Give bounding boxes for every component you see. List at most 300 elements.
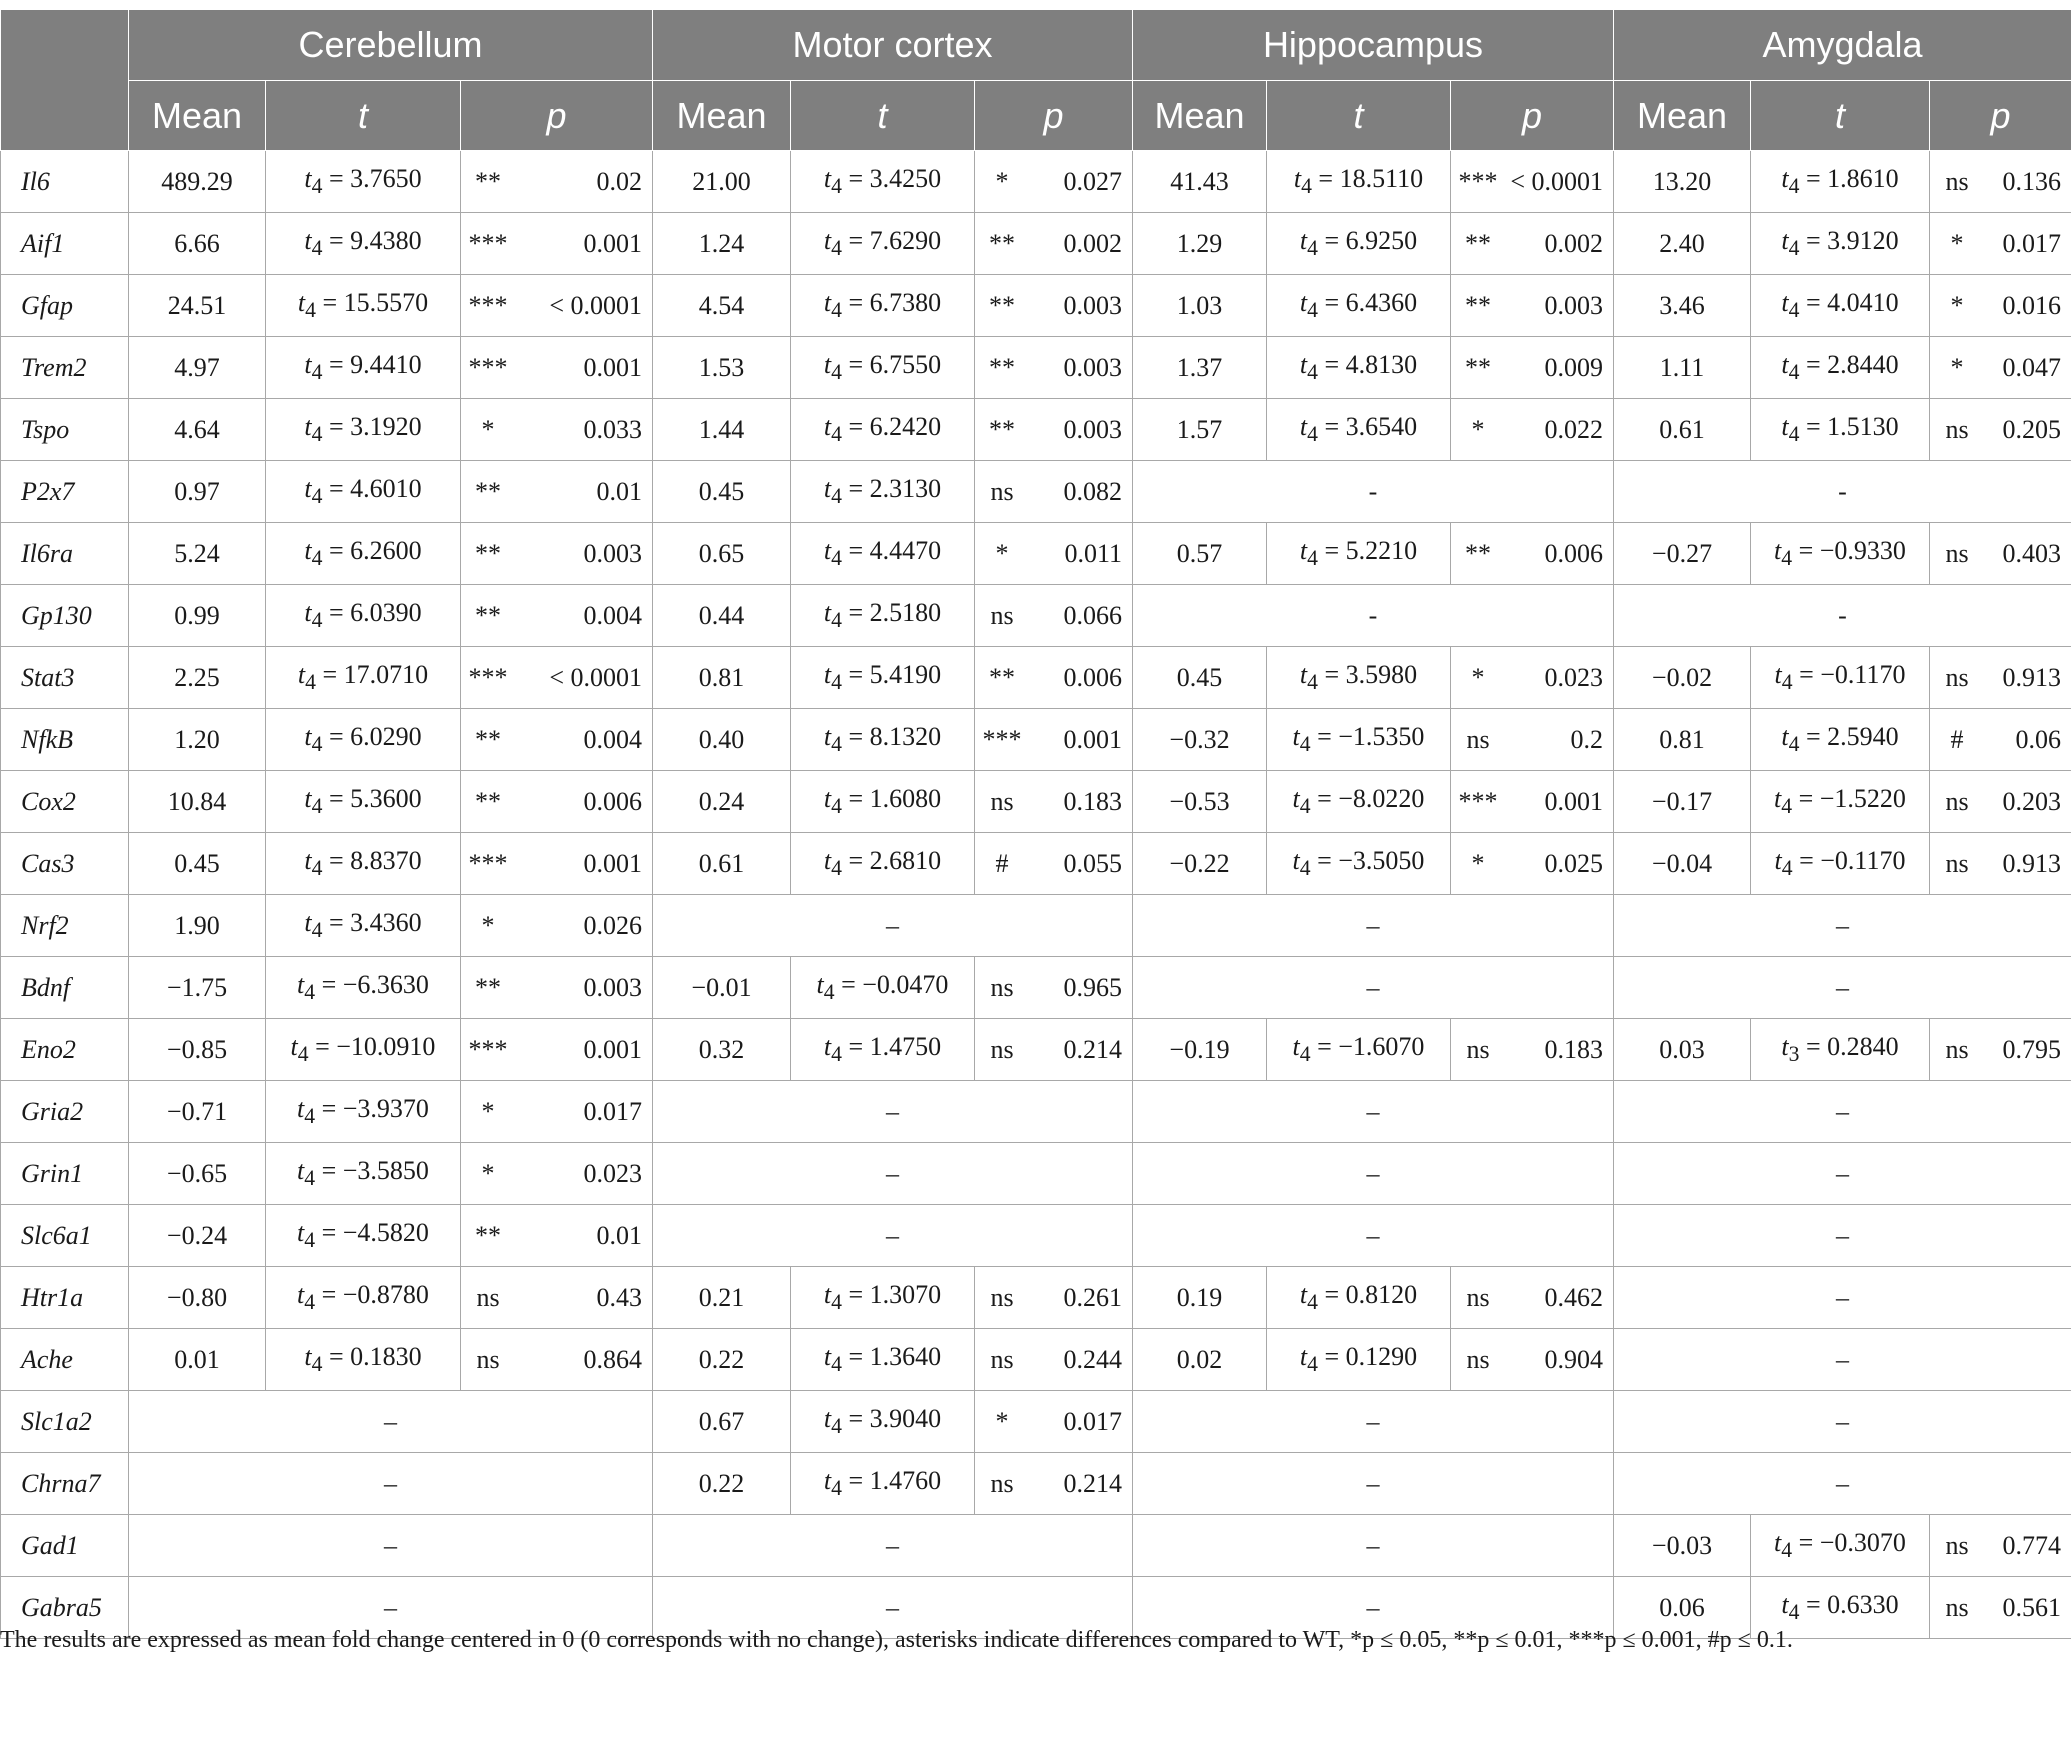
p-value: 0.006 — [1063, 662, 1122, 692]
p-value: 0.001 — [583, 848, 642, 878]
p-value-cell — [461, 585, 653, 647]
empty-cell: – — [653, 1515, 1133, 1577]
p-value-cell — [975, 647, 1133, 709]
significance-marker: ns — [1945, 1592, 1969, 1622]
significance-marker: *** — [468, 290, 508, 320]
table-row — [1, 895, 2071, 957]
table-row — [1, 213, 2071, 275]
mean-cell: 1.03 — [1133, 275, 1267, 337]
empty-cell: – — [1614, 1081, 2071, 1143]
t-statistic-cell: $t_4 = -8.0220$ — [1267, 771, 1451, 833]
table-row — [1, 1143, 2071, 1205]
p-value: 0.003 — [583, 972, 642, 1002]
gene-header — [1, 10, 129, 151]
empty-cell: - — [1133, 461, 1614, 523]
significance-marker: ** — [475, 166, 501, 196]
significance-marker: * — [1950, 352, 1964, 382]
p-value-cell — [975, 151, 1133, 213]
p-value: 0.01 — [596, 1220, 642, 1250]
t-statistic-cell: $t_4 = -3.5850$ — [266, 1143, 461, 1205]
mean-cell: 0.45 — [1133, 647, 1267, 709]
p-value: 0.205 — [2002, 414, 2062, 444]
gene-name: Tspo — [1, 399, 129, 461]
mean-cell: 21.00 — [653, 151, 791, 213]
p-value: 0.009 — [1544, 352, 1603, 382]
p-value: 0.027 — [1063, 166, 1122, 196]
table-row — [1, 337, 2071, 399]
significance-marker: ns — [990, 600, 1014, 630]
t-statistic-cell: $t_4 = 4.0410$ — [1751, 275, 1930, 337]
p-value: 0.001 — [583, 228, 642, 258]
p-value: 0.033 — [583, 414, 642, 444]
p-value-cell — [461, 1081, 653, 1143]
region-header-hippocampus: Hippocampus — [1133, 10, 1614, 81]
p-value-cell — [1451, 709, 1614, 771]
p-value-cell — [975, 1329, 1133, 1391]
p-value-cell — [461, 337, 653, 399]
t-statistic-cell: $t_4 = -3.5050$ — [1267, 833, 1451, 895]
mean-cell: −0.32 — [1133, 709, 1267, 771]
gene-name: Gad1 — [1, 1515, 129, 1577]
t-statistic-cell: $t_4 = 1.6080$ — [791, 771, 975, 833]
gene-name: NfkB — [1, 709, 129, 771]
mean-cell: 0.03 — [1614, 1019, 1751, 1081]
mean-cell: 0.06 — [1614, 1577, 1751, 1639]
t-statistic-cell: $t_4 = 3.9040$ — [791, 1391, 975, 1453]
empty-cell: - — [1614, 461, 2071, 523]
empty-cell: – — [653, 1143, 1133, 1205]
table-row — [1, 461, 2071, 523]
significance-marker: ns — [1945, 1034, 1969, 1064]
empty-cell: – — [1614, 895, 2071, 957]
significance-marker: ** — [475, 786, 501, 816]
p-value: 0.403 — [2002, 538, 2062, 568]
significance-marker: * — [1471, 848, 1485, 878]
p-value: 0.002 — [1544, 228, 1603, 258]
table-row — [1, 1453, 2071, 1515]
significance-marker: ns — [990, 1282, 1014, 1312]
t-statistic-cell: $t_4 = 3.9120$ — [1751, 213, 1930, 275]
p-value-cell — [461, 1329, 653, 1391]
significance-marker: ns — [1466, 724, 1490, 754]
mean-header: Mean — [129, 81, 266, 151]
p-value: 0.003 — [1063, 290, 1122, 320]
p-value-cell — [1451, 151, 1614, 213]
p-value-cell — [461, 647, 653, 709]
p-value: 0.017 — [583, 1096, 642, 1126]
mean-cell: 0.97 — [129, 461, 266, 523]
mean-cell: 24.51 — [129, 275, 266, 337]
t-statistic-cell: $t_4 = 4.6010$ — [266, 461, 461, 523]
p-value: 0.001 — [1544, 786, 1603, 816]
t-statistic-cell: $t_4 = -10.0910$ — [266, 1019, 461, 1081]
mean-cell: −1.75 — [129, 957, 266, 1019]
t-statistic-cell: $t_4 = -0.3070$ — [1751, 1515, 1930, 1577]
mean-cell: 0.81 — [653, 647, 791, 709]
p-value-cell — [461, 1205, 653, 1267]
significance-marker: ns — [1945, 1530, 1969, 1560]
t-statistic-cell: $t_4 = 0.1830$ — [266, 1329, 461, 1391]
p-value: 0.01 — [596, 476, 642, 506]
table-row — [1, 151, 2071, 213]
gene-name: Il6 — [1, 151, 129, 213]
empty-cell: – — [1133, 1453, 1614, 1515]
region-header-motor-cortex: Motor cortex — [653, 10, 1133, 81]
mean-cell: 13.20 — [1614, 151, 1751, 213]
empty-cell: – — [1614, 957, 2071, 1019]
p-value-cell — [1451, 275, 1614, 337]
t-statistic-cell: $t_4 = 6.7380$ — [791, 275, 975, 337]
p-value-cell — [975, 709, 1133, 771]
p-value-cell — [1451, 213, 1614, 275]
p-value: 0.913 — [2002, 848, 2062, 878]
p-value: 0.02 — [596, 166, 642, 196]
p-value-cell — [1930, 337, 2071, 399]
p-value-cell — [461, 151, 653, 213]
p-value-cell — [975, 771, 1133, 833]
mean-header: Mean — [1614, 81, 1751, 151]
p-value-cell — [1930, 771, 2071, 833]
empty-cell: – — [1614, 1391, 2071, 1453]
table-row — [1, 1391, 2071, 1453]
significance-marker: * — [1471, 414, 1485, 444]
p-value-cell — [461, 523, 653, 585]
mean-cell: 4.97 — [129, 337, 266, 399]
significance-marker: ** — [989, 290, 1015, 320]
p-value: 0.055 — [1063, 848, 1122, 878]
p-value-cell — [975, 213, 1133, 275]
p-value: 0.082 — [1063, 476, 1122, 506]
p-value-cell — [1451, 647, 1614, 709]
p-value: 0.004 — [583, 600, 642, 630]
p-value: 0.183 — [1544, 1034, 1603, 1064]
p-value-cell — [975, 957, 1133, 1019]
t-statistic-cell: $t_4 = 3.6540$ — [1267, 399, 1451, 461]
empty-cell: – — [653, 1577, 1133, 1639]
mean-cell: −0.85 — [129, 1019, 266, 1081]
empty-cell: – — [1133, 1577, 1614, 1639]
t-header: t — [791, 81, 975, 151]
significance-marker: ns — [1945, 662, 1969, 692]
mean-cell: 1.53 — [653, 337, 791, 399]
significance-marker: * — [1471, 662, 1485, 692]
p-value-cell — [975, 1019, 1133, 1081]
p-value: 0.214 — [1063, 1034, 1122, 1064]
t-statistic-cell: $t_4 = -0.1170$ — [1751, 647, 1930, 709]
gene-name: Slc1a2 — [1, 1391, 129, 1453]
significance-marker: ns — [476, 1282, 500, 1312]
empty-cell: – — [1133, 895, 1614, 957]
p-value-cell — [1451, 771, 1614, 833]
p-value: 0.017 — [1063, 1406, 1122, 1436]
significance-marker: ns — [1466, 1282, 1490, 1312]
p-value: 0.136 — [2002, 166, 2062, 196]
t-statistic-cell: $t_4 = -6.3630$ — [266, 957, 461, 1019]
mean-header: Mean — [653, 81, 791, 151]
significance-marker: *** — [468, 352, 508, 382]
t-statistic-cell: $t_4 = 5.3600$ — [266, 771, 461, 833]
mean-cell: 0.02 — [1133, 1329, 1267, 1391]
gene-name: Chrna7 — [1, 1453, 129, 1515]
p-value-cell — [461, 895, 653, 957]
t-statistic-cell: $t_4 = 8.1320$ — [791, 709, 975, 771]
mean-cell: −0.03 — [1614, 1515, 1751, 1577]
gene-name: Gp130 — [1, 585, 129, 647]
t-header: t — [1751, 81, 1930, 151]
significance-marker: ** — [989, 662, 1015, 692]
significance-marker: *** — [1458, 166, 1498, 196]
t-statistic-cell: $t_4 = -0.0470$ — [791, 957, 975, 1019]
significance-marker: *** — [982, 724, 1022, 754]
table-row — [1, 1267, 2071, 1329]
significance-marker: * — [995, 1406, 1009, 1436]
mean-cell: 0.67 — [653, 1391, 791, 1453]
p-value: 0.004 — [583, 724, 642, 754]
significance-marker: * — [481, 910, 495, 940]
t-statistic-cell: $t_4 = 2.5180$ — [791, 585, 975, 647]
t-statistic-cell: $t_4 = 1.3070$ — [791, 1267, 975, 1329]
empty-cell: – — [129, 1391, 653, 1453]
mean-cell: 1.90 — [129, 895, 266, 957]
p-value-cell — [461, 461, 653, 523]
p-value: < 0.0001 — [549, 662, 642, 692]
significance-marker: ** — [475, 538, 501, 568]
p-value: 0.047 — [2002, 352, 2062, 382]
t-statistic-cell: $t_4 = 6.0390$ — [266, 585, 461, 647]
t-statistic-cell: $t_4 = 8.8370$ — [266, 833, 461, 895]
significance-marker: *** — [1458, 786, 1498, 816]
p-value: 0.214 — [1063, 1468, 1122, 1498]
t-statistic-cell: $t_4 = 15.5570$ — [266, 275, 461, 337]
mean-cell: 10.84 — [129, 771, 266, 833]
gene-name: Nrf2 — [1, 895, 129, 957]
p-value-cell — [1930, 399, 2071, 461]
p-value-cell — [1930, 709, 2071, 771]
significance-marker: *** — [468, 662, 508, 692]
gene-name: Gfap — [1, 275, 129, 337]
significance-marker: * — [995, 538, 1009, 568]
mean-cell: 1.20 — [129, 709, 266, 771]
t-statistic-cell: $t_4 = 3.4360$ — [266, 895, 461, 957]
mean-cell: 0.01 — [129, 1329, 266, 1391]
p-value: 0.244 — [1063, 1344, 1122, 1374]
p-value-cell — [461, 399, 653, 461]
mean-cell: 6.66 — [129, 213, 266, 275]
p-value: 0.016 — [2002, 290, 2062, 320]
mean-cell: −0.02 — [1614, 647, 1751, 709]
table-row — [1, 1515, 2071, 1577]
mean-cell: 2.40 — [1614, 213, 1751, 275]
table-footnote: The results are expressed as mean fold change centered in 0 (0 corresponds with no change), asterisks indicate differences compared to WT, *p ≤ 0.05, **p ≤ 0.01, ***p ≤ 0.001, #p ≤ 0.1. — [0, 1627, 1793, 1653]
empty-cell: – — [129, 1453, 653, 1515]
mean-cell: −0.71 — [129, 1081, 266, 1143]
p-value: 0.774 — [2002, 1530, 2062, 1560]
table-body — [1, 151, 2071, 1639]
t-statistic-cell: $t_4 = 2.5940$ — [1751, 709, 1930, 771]
table-row — [1, 771, 2071, 833]
p-value: 0.001 — [583, 352, 642, 382]
p-value: 0.203 — [2002, 786, 2062, 816]
significance-marker: ns — [990, 786, 1014, 816]
significance-marker: ns — [990, 972, 1014, 1002]
table-row — [1, 585, 2071, 647]
p-value: 0.06 — [2015, 724, 2062, 754]
p-value-cell — [975, 585, 1133, 647]
empty-cell: - — [1133, 585, 1614, 647]
t-statistic-cell: $t_4 = 17.0710$ — [266, 647, 461, 709]
p-value: 0.864 — [583, 1344, 642, 1374]
region-header-cerebellum: Cerebellum — [129, 10, 653, 81]
p-value: 0.006 — [583, 786, 642, 816]
p-value: < 0.0001 — [549, 290, 642, 320]
p-value-cell — [461, 709, 653, 771]
p-header: p — [975, 81, 1133, 151]
t-statistic-cell: $t_4 = -0.8780$ — [266, 1267, 461, 1329]
significance-marker: ns — [990, 1034, 1014, 1064]
t-statistic-cell: $t_4 = 3.4250$ — [791, 151, 975, 213]
t-statistic-cell: $t_4 = 5.4190$ — [791, 647, 975, 709]
empty-cell: – — [1133, 1143, 1614, 1205]
p-value-cell — [1930, 151, 2071, 213]
table-row — [1, 1329, 2071, 1391]
table-row — [1, 275, 2071, 337]
significance-marker: ** — [989, 228, 1015, 258]
significance-marker: ** — [475, 600, 501, 630]
p-value-cell — [461, 957, 653, 1019]
p-value: 0.183 — [1063, 786, 1122, 816]
mean-cell: 0.45 — [129, 833, 266, 895]
p-value: 0.904 — [1544, 1344, 1603, 1374]
t-statistic-cell: $t_4 = -0.9330$ — [1751, 523, 1930, 585]
mean-cell: 1.11 — [1614, 337, 1751, 399]
p-value-cell — [461, 1143, 653, 1205]
significance-marker: ** — [475, 1220, 501, 1250]
mean-cell: −0.27 — [1614, 523, 1751, 585]
p-value-cell — [1930, 523, 2071, 585]
t-statistic-cell: $t_4 = 1.8610$ — [1751, 151, 1930, 213]
t-statistic-cell: $t_4 = 6.7550$ — [791, 337, 975, 399]
mean-cell: 0.45 — [653, 461, 791, 523]
p-value-cell — [461, 771, 653, 833]
p-value-cell — [975, 1267, 1133, 1329]
empty-cell: – — [1133, 957, 1614, 1019]
t-statistic-cell: $t_4 = 6.2600$ — [266, 523, 461, 585]
empty-cell: – — [1614, 1329, 2071, 1391]
t-statistic-cell: $t_4 = 18.5110$ — [1267, 151, 1451, 213]
significance-marker: ** — [989, 352, 1015, 382]
p-value: 0.022 — [1544, 414, 1603, 444]
p-value: 0.001 — [1063, 724, 1122, 754]
significance-marker: * — [481, 1096, 495, 1126]
table-row — [1, 399, 2071, 461]
mean-cell: −0.53 — [1133, 771, 1267, 833]
p-value: 0.965 — [1063, 972, 1122, 1002]
significance-marker: ns — [1945, 848, 1969, 878]
empty-cell: – — [129, 1515, 653, 1577]
p-value: 0.011 — [1064, 538, 1122, 568]
mean-cell: 0.19 — [1133, 1267, 1267, 1329]
significance-marker: ** — [475, 972, 501, 1002]
significance-marker: ns — [1945, 538, 1969, 568]
mean-cell: 3.46 — [1614, 275, 1751, 337]
mean-cell: 0.81 — [1614, 709, 1751, 771]
significance-marker: ns — [990, 1344, 1014, 1374]
mean-cell: −0.65 — [129, 1143, 266, 1205]
significance-marker: *** — [468, 228, 508, 258]
significance-marker: * — [1950, 290, 1964, 320]
empty-cell: – — [653, 1081, 1133, 1143]
t-statistic-cell: $t_4 = -1.5350$ — [1267, 709, 1451, 771]
mean-cell: 0.40 — [653, 709, 791, 771]
p-value-cell — [461, 1267, 653, 1329]
empty-cell: – — [1614, 1453, 2071, 1515]
significance-marker: ** — [475, 476, 501, 506]
mean-cell: 0.57 — [1133, 523, 1267, 585]
empty-cell: – — [653, 895, 1133, 957]
significance-marker: ** — [1465, 228, 1491, 258]
t-statistic-cell: $t_4 = 2.6810$ — [791, 833, 975, 895]
gene-name: Cas3 — [1, 833, 129, 895]
p-value: 0.002 — [1063, 228, 1122, 258]
mean-header: Mean — [1133, 81, 1267, 151]
mean-cell: −0.24 — [129, 1205, 266, 1267]
mean-cell: −0.01 — [653, 957, 791, 1019]
empty-cell: – — [1133, 1391, 1614, 1453]
t-statistic-cell: $t_4 = 4.4470$ — [791, 523, 975, 585]
p-value-cell — [1451, 523, 1614, 585]
p-value-cell — [975, 399, 1133, 461]
gene-name: Ache — [1, 1329, 129, 1391]
mean-cell: 0.24 — [653, 771, 791, 833]
region-header-amygdala: Amygdala — [1614, 10, 2071, 81]
significance-marker: ns — [1466, 1344, 1490, 1374]
t-statistic-cell: $t_4 = 0.6330$ — [1751, 1577, 1930, 1639]
mean-cell: 1.44 — [653, 399, 791, 461]
empty-cell: – — [1614, 1267, 2071, 1329]
mean-cell: 5.24 — [129, 523, 266, 585]
t-header: t — [266, 81, 461, 151]
significance-marker: ** — [1465, 538, 1491, 568]
p-value: 0.026 — [583, 910, 642, 940]
t-statistic-cell: $t_4 = -1.5220$ — [1751, 771, 1930, 833]
gene-name: Grin1 — [1, 1143, 129, 1205]
t-statistic-cell: $t_4 = 0.1290$ — [1267, 1329, 1451, 1391]
gene-name: Cox2 — [1, 771, 129, 833]
table-row — [1, 957, 2071, 1019]
p-value-cell — [975, 461, 1133, 523]
gene-name: Gria2 — [1, 1081, 129, 1143]
mean-cell: 0.61 — [1614, 399, 1751, 461]
table-row — [1, 1081, 2071, 1143]
gene-name: P2x7 — [1, 461, 129, 523]
gene-name: Bdnf — [1, 957, 129, 1019]
p-value: 0.43 — [596, 1282, 642, 1312]
mean-cell: 0.22 — [653, 1453, 791, 1515]
significance-marker: * — [481, 414, 495, 444]
mean-cell: 0.65 — [653, 523, 791, 585]
p-value-cell — [975, 523, 1133, 585]
significance-marker: ns — [1466, 1034, 1490, 1064]
p-value-cell — [975, 833, 1133, 895]
table-row — [1, 1205, 2071, 1267]
p-value-cell — [461, 1019, 653, 1081]
p-value-cell — [1451, 1267, 1614, 1329]
p-value-cell — [1930, 275, 2071, 337]
p-value: 0.003 — [1063, 414, 1122, 444]
t-statistic-cell: $t_4 = 6.0290$ — [266, 709, 461, 771]
empty-cell: – — [1133, 1081, 1614, 1143]
t-statistic-cell: $t_4 = 3.1920$ — [266, 399, 461, 461]
